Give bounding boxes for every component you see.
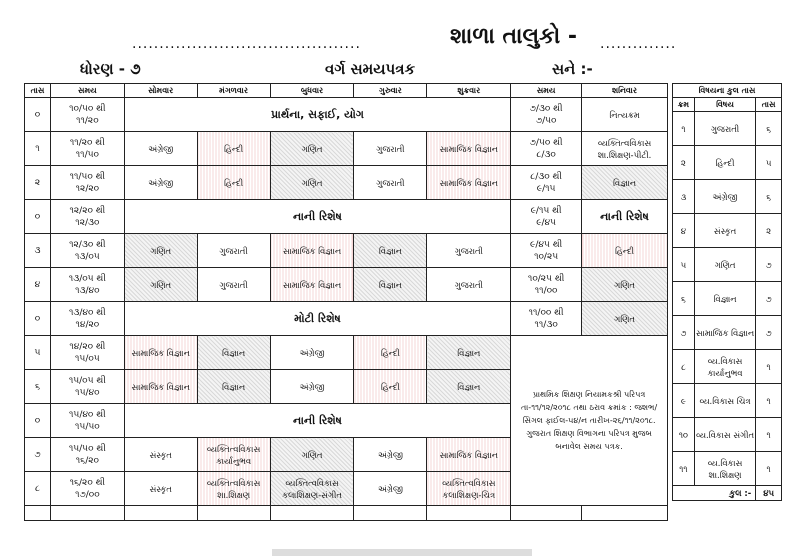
subject-label: ગુજરાતી — [454, 279, 483, 290]
time-start: ૧૪/૨૦ થી — [69, 341, 106, 352]
subject-cell — [197, 336, 270, 370]
timetable-header-row — [25, 84, 668, 98]
subject-total-row — [673, 282, 782, 316]
period-number: ૮ — [25, 472, 51, 506]
period-time — [50, 438, 124, 472]
time-start: ૧૫/૪૦ થી — [69, 409, 106, 420]
timetable-header — [0, 60, 794, 82]
subject-label: વ્યક્તિત્વવિકાસ કલાશિક્ષણ-ચિત્ર — [442, 477, 496, 500]
subject-total-row — [673, 316, 782, 350]
school-header — [0, 22, 794, 52]
subject-label: વ્યક્તિત્વવિકાસ કાર્યાનુભવ — [206, 443, 261, 466]
period-time — [50, 370, 124, 404]
total-label: કુલ :- — [673, 486, 756, 501]
subject-cell — [124, 166, 197, 200]
subject-label: વિજ્ઞાન — [222, 347, 246, 358]
subject-periods: ૧ — [756, 452, 782, 486]
subject-label: અંગ્રેજી — [148, 177, 174, 188]
saturday-time — [511, 132, 582, 166]
subject-cell — [354, 132, 427, 166]
subject-label: સામાજિક વિજ્ઞાન — [282, 245, 342, 256]
time-start: ૧૬/૨૦ થી — [69, 477, 106, 488]
subject-cell — [124, 438, 197, 472]
sat-time-end: ૮/૩૦ — [536, 149, 556, 160]
timetable-row — [25, 302, 668, 336]
col-saturday: શનિવાર — [582, 84, 668, 98]
subject-label: ગુજરાતી — [376, 143, 405, 154]
subject-name: હિન્દી — [694, 146, 755, 180]
subject-totals-col: તાસ — [756, 98, 782, 112]
timetable-row — [25, 166, 668, 200]
saturday-time — [511, 98, 582, 132]
subject-totals-header-row — [673, 98, 782, 112]
subject-cell — [427, 132, 511, 166]
timetable — [24, 83, 668, 521]
subject-total-row — [673, 418, 782, 452]
saturday-label: નિત્યક્રમ — [609, 109, 640, 120]
time-start: ૧૩/૪૦ થી — [68, 307, 106, 318]
saturday-subject — [582, 268, 668, 302]
saturday-time — [511, 302, 582, 336]
subject-total-row — [673, 112, 782, 146]
subject-label: વિજ્ઞાન — [457, 347, 481, 358]
sat-time-end: ૭/૫૦ — [535, 115, 557, 126]
col-wednesday: બુધવાર — [270, 84, 354, 98]
subject-name: વ્ય.વિકાસ સંગીત — [694, 418, 755, 452]
subject-periods: ૧ — [756, 418, 782, 452]
break-cell: મોટી રિશેષ — [124, 302, 510, 336]
saturday-subject — [582, 166, 668, 200]
subject-cell — [197, 438, 270, 472]
subject-name: સંસ્કૃત — [694, 214, 755, 248]
sat-time-start: ૯/૪૫ થી — [530, 239, 563, 250]
saturday-time — [511, 268, 582, 302]
subject-cell — [197, 132, 270, 166]
subject-cell — [197, 234, 270, 268]
sat-time-end: ૯/૧૫ — [536, 183, 556, 194]
subject-cell — [354, 268, 427, 302]
break-cell: નાની રિશેષ — [124, 404, 510, 438]
time-start: ૧૨/૨૦ થી — [69, 205, 106, 216]
subject-cell — [270, 234, 354, 268]
subject-cell — [270, 132, 354, 166]
time-end: ૧૧/૨૦ — [76, 115, 99, 126]
saturday-label: ગણિત — [614, 279, 635, 290]
subject-cell — [354, 336, 427, 370]
subject-periods: ૨ — [756, 214, 782, 248]
period-number: ૧ — [25, 132, 51, 166]
subject-cell — [124, 268, 197, 302]
sat-time-start: ૧૦/૨૫ થી — [527, 273, 565, 284]
subject-cell — [270, 268, 354, 302]
subject-index: ૩ — [673, 180, 695, 214]
subject-name: વ્ય.વિકાસ શા.શિક્ષણ — [694, 452, 755, 486]
subject-name: ગુજરાતી — [694, 112, 755, 146]
subject-cell — [427, 438, 511, 472]
period-number: ૪ — [25, 268, 51, 302]
period-number: ૦ — [25, 404, 51, 438]
subject-periods: ૫ — [756, 146, 782, 180]
page-bottom-bar — [272, 549, 532, 556]
subject-cell — [197, 370, 270, 404]
saturday-label: વ્યક્તિત્વવિકાસ શા.શિક્ષણ-પીટી. — [597, 137, 652, 160]
saturday-subject — [582, 132, 668, 166]
school-label: શાળા તાલુકો - — [450, 24, 577, 49]
subject-index: ૫ — [673, 248, 695, 282]
subject-label: વ્યક્તિત્વવિકાસ શા.શિક્ષણ — [206, 477, 261, 500]
time-start: ૧૨/૩૦ થી — [69, 239, 106, 250]
period-number: ૦ — [25, 200, 51, 234]
saturday-subject — [582, 200, 668, 234]
saturday-time — [511, 234, 582, 268]
subject-cell — [427, 336, 511, 370]
subject-index: ૧ — [673, 112, 695, 146]
time-start: ૧૧/૨૦ થી — [69, 137, 105, 148]
period-number: ૦ — [25, 302, 51, 336]
period-number: ૨ — [25, 166, 51, 200]
subject-label: અંગ્રેજી — [299, 381, 325, 392]
subject-cell — [270, 472, 354, 506]
subject-index: ૭ — [673, 316, 695, 350]
subject-label: સામાજિક વિજ્ઞાન — [439, 143, 498, 154]
subject-totals-col: વિષય — [694, 98, 755, 112]
subject-label: ગણિત — [301, 143, 323, 154]
subject-label: વિજ્ઞાન — [378, 245, 402, 256]
saturday-subject — [582, 302, 668, 336]
subject-cell — [270, 438, 354, 472]
subject-name: વિજ્ઞાન — [694, 282, 755, 316]
period-time — [50, 132, 124, 166]
period-time — [50, 404, 124, 438]
timetable-row — [25, 132, 668, 166]
time-start: ૧૦/૫૦ થી — [69, 103, 106, 114]
col-tuesday: મંગળવાર — [197, 84, 270, 98]
subject-label: હિન્દી — [380, 347, 400, 358]
subject-index: ૯ — [673, 384, 695, 418]
time-end: ૧૨/૩૦ — [75, 217, 100, 228]
timetable-row — [25, 234, 668, 268]
period-time — [50, 302, 124, 336]
subject-cell — [354, 234, 427, 268]
subject-total-row — [673, 384, 782, 418]
subject-cell — [427, 472, 511, 506]
subject-label: ગુજરાતી — [454, 245, 483, 256]
time-start: ૧૩/૦૫ થી — [68, 273, 106, 284]
subject-totals-footer — [673, 486, 782, 501]
subject-label: ગુજરાતી — [219, 245, 248, 256]
subject-periods: ૭ — [756, 282, 782, 316]
taluka-blank: .............. — [600, 36, 677, 52]
sat-time-start: ૭/૫૦ થી — [529, 137, 563, 148]
subject-totals-title: વિષયના કુલ તાસ — [673, 84, 782, 98]
subject-label: હિન્દી — [224, 177, 244, 188]
subject-name: સામાજિક વિજ્ઞાન — [694, 316, 755, 350]
sat-time-end: ૧૧/૩૦ — [534, 319, 558, 330]
footer-cell — [270, 506, 354, 521]
subject-label: વિજ્ઞાન — [378, 279, 402, 290]
time-start: ૧૧/૫૦ થી — [69, 171, 106, 182]
timetable-footer-row — [25, 506, 668, 521]
time-end: ૧૩/૪૦ — [75, 285, 100, 296]
saturday-label: હિન્દી — [614, 245, 635, 256]
subject-name: ગણિત — [694, 248, 755, 282]
subject-label: ગણિત — [150, 245, 172, 256]
timetable-row — [25, 268, 668, 302]
time-start: ૧૫/૫૦ થી — [68, 443, 106, 454]
saturday-subject — [582, 98, 668, 132]
sat-time-end: ૧૧/૦૦ — [534, 285, 558, 296]
subject-index: ૪ — [673, 214, 695, 248]
school-name-blank: .......................................... — [132, 36, 361, 52]
time-end: ૧૭/૦૦ — [75, 489, 100, 500]
subject-total-row — [673, 180, 782, 214]
period-number: ૭ — [25, 438, 51, 472]
timetable-row — [25, 200, 668, 234]
sat-time-start: ૧૧/૦૦ થી — [528, 307, 564, 318]
subject-label: સામાજિક વિજ્ઞાન — [131, 347, 190, 358]
subject-label: હિન્દી — [224, 143, 244, 154]
subject-cell — [354, 438, 427, 472]
col-friday: શુક્રવાર — [427, 84, 511, 98]
subject-label: સંસ્કૃત — [149, 483, 172, 494]
footer-cell — [25, 506, 51, 521]
subject-label: સંસ્કૃત — [149, 449, 172, 460]
saturday-label: ગણિત — [614, 313, 635, 324]
footer-cell — [511, 506, 582, 521]
subject-label: સામાજિક વિજ્ઞાન — [439, 449, 498, 460]
period-time — [50, 98, 124, 132]
period-number: ૫ — [25, 336, 51, 370]
subject-periods: ૬ — [756, 112, 782, 146]
subject-index: ૨ — [673, 146, 695, 180]
subject-cell — [124, 336, 197, 370]
subject-total-row — [673, 248, 782, 282]
subject-cell — [124, 370, 197, 404]
time-end: ૧૫/૫૦ — [75, 421, 100, 432]
footer-cell — [582, 506, 668, 521]
subject-periods: ૭ — [756, 316, 782, 350]
subject-total-row — [673, 452, 782, 486]
time-end: ૧૪/૨૦ — [75, 319, 100, 330]
subject-index: ૧૧ — [673, 452, 695, 486]
subject-total-row — [673, 350, 782, 384]
col-time: સમય — [50, 84, 124, 98]
subject-label: અંગ્રેજી — [299, 347, 325, 358]
subject-cell — [427, 268, 511, 302]
subject-index: ૮ — [673, 350, 695, 384]
subject-cell — [354, 370, 427, 404]
subject-periods: ૧ — [756, 384, 782, 418]
subject-label: ગુજરાતી — [219, 279, 248, 290]
subject-label: વ્યક્તિત્વવિકાસ કલાશિક્ષણ-સંગીત — [282, 477, 342, 500]
saturday-time — [511, 166, 582, 200]
sat-time-start: ૮/૩૦ થી — [530, 171, 562, 182]
period-number: ૩ — [25, 234, 51, 268]
subject-cell — [427, 370, 511, 404]
subject-cell — [197, 472, 270, 506]
subject-periods: ૧ — [756, 350, 782, 384]
total-value: ૪૫ — [756, 486, 782, 501]
subject-cell — [197, 166, 270, 200]
subject-cell — [197, 268, 270, 302]
footer-cell — [197, 506, 270, 521]
period-number: ૬ — [25, 370, 51, 404]
subject-cell — [270, 336, 354, 370]
subject-total-row — [673, 146, 782, 180]
period-time — [50, 472, 124, 506]
break-cell: નાની રિશેષ — [124, 200, 510, 234]
subject-name: વ્ય.વિકાસ કાર્યાનુભવ — [694, 350, 755, 384]
subject-label: અંગ્રેજી — [377, 483, 403, 494]
subject-label: સામાજિક વિજ્ઞાન — [282, 279, 342, 290]
time-end: ૧૫/૦૫ — [75, 353, 100, 364]
subject-periods: ૬ — [756, 180, 782, 214]
subject-name: વ્ય.વિકાસ ચિત્ર — [694, 384, 755, 418]
time-end: ૧૩/૦૫ — [74, 251, 100, 262]
subject-cell — [354, 166, 427, 200]
footer-cell — [124, 506, 197, 521]
subject-cell — [427, 166, 511, 200]
subject-label: વિજ્ઞાન — [457, 381, 481, 392]
time-end: ૧૬/૨૦ — [75, 455, 99, 466]
time-end: ૧૫/૪૦ — [75, 387, 100, 398]
subject-label: ગણિત — [301, 449, 323, 460]
col-monday: સોમવાર — [124, 84, 197, 98]
subject-name: અંગ્રેજી — [694, 180, 755, 214]
sat-time-end: ૯/૪૫ — [536, 217, 557, 228]
year-label: સને :- — [552, 60, 593, 78]
period-number: ૦ — [25, 98, 51, 132]
saturday-subject — [582, 234, 668, 268]
time-end: ૧૧/૫૦ — [75, 149, 99, 160]
period-time — [50, 336, 124, 370]
subject-cell — [124, 472, 197, 506]
subject-label: ગણિત — [301, 177, 323, 188]
subject-cell — [354, 472, 427, 506]
subject-label: વિજ્ઞાન — [222, 381, 246, 392]
period-time — [50, 234, 124, 268]
timetable-row — [25, 98, 668, 132]
subject-index: ૧૦ — [673, 418, 695, 452]
subject-total-row — [673, 214, 782, 248]
subject-label: ગણિત — [150, 279, 172, 290]
timetable-note: પ્રાથમિક શિક્ષણ નિયામકશ્રી પરિપત્ર તા-૧૧/૧૨/૨૦૧૮ તથા ઠરાવ ક્રમાંક : જશભ/સિંગલ ફાઈલ-૫૪/ન તારીખ-૨૬/૧૧/૨૦૧૮. ગુજરાત શિક્ષણ વિભાગના પરિપત્ર મુજબ બનાવેલ સમય પત્રક. — [511, 336, 668, 506]
sat-time-end: ૧૦/૨૫ — [534, 251, 559, 262]
period-time — [50, 200, 124, 234]
subject-label: અંગ્રેજી — [377, 449, 403, 460]
timetable-row — [25, 336, 668, 370]
subject-cell — [427, 234, 511, 268]
page-title: વર્ગ સમયપત્રક — [325, 60, 416, 78]
saturday-label: વિજ્ઞાન — [612, 177, 637, 188]
standard-label: ધોરણ - ૭ — [80, 60, 141, 78]
subject-totals-col: ક્રમ — [673, 98, 695, 112]
col-period: તાસ — [25, 84, 51, 98]
subject-label: ગુજરાતી — [376, 177, 405, 188]
period-time — [50, 166, 124, 200]
subject-cell — [270, 166, 354, 200]
col-saturday-time: સમય — [511, 84, 582, 98]
subject-totals-table — [672, 83, 782, 501]
subject-cell — [124, 234, 197, 268]
break-cell: પ્રાર્થના, સફાઈ, યોગ — [124, 98, 510, 132]
footer-cell — [354, 506, 427, 521]
footer-cell — [427, 506, 511, 521]
col-thursday: ગુરુવાર — [354, 84, 427, 98]
subject-cell — [270, 370, 354, 404]
subject-index: ૬ — [673, 282, 695, 316]
subject-label: અંગ્રેજી — [148, 143, 174, 154]
subject-label: સામાજિક વિજ્ઞાન — [439, 177, 498, 188]
saturday-time — [511, 200, 582, 234]
sat-time-start: ૯/૧૫ થી — [530, 205, 562, 216]
subject-cell — [124, 132, 197, 166]
subject-periods: ૭ — [756, 248, 782, 282]
saturday-label: નાની રિશેષ — [600, 209, 649, 223]
period-time — [50, 268, 124, 302]
subject-label: સામાજિક વિજ્ઞાન — [131, 381, 190, 392]
time-start: ૧૫/૦૫ થી — [68, 375, 106, 386]
subject-label: હિન્દી — [380, 381, 400, 392]
time-end: ૧૨/૨૦ — [75, 183, 100, 194]
sat-time-start: ૭/૩૦ થી — [529, 103, 563, 114]
footer-cell — [50, 506, 124, 521]
